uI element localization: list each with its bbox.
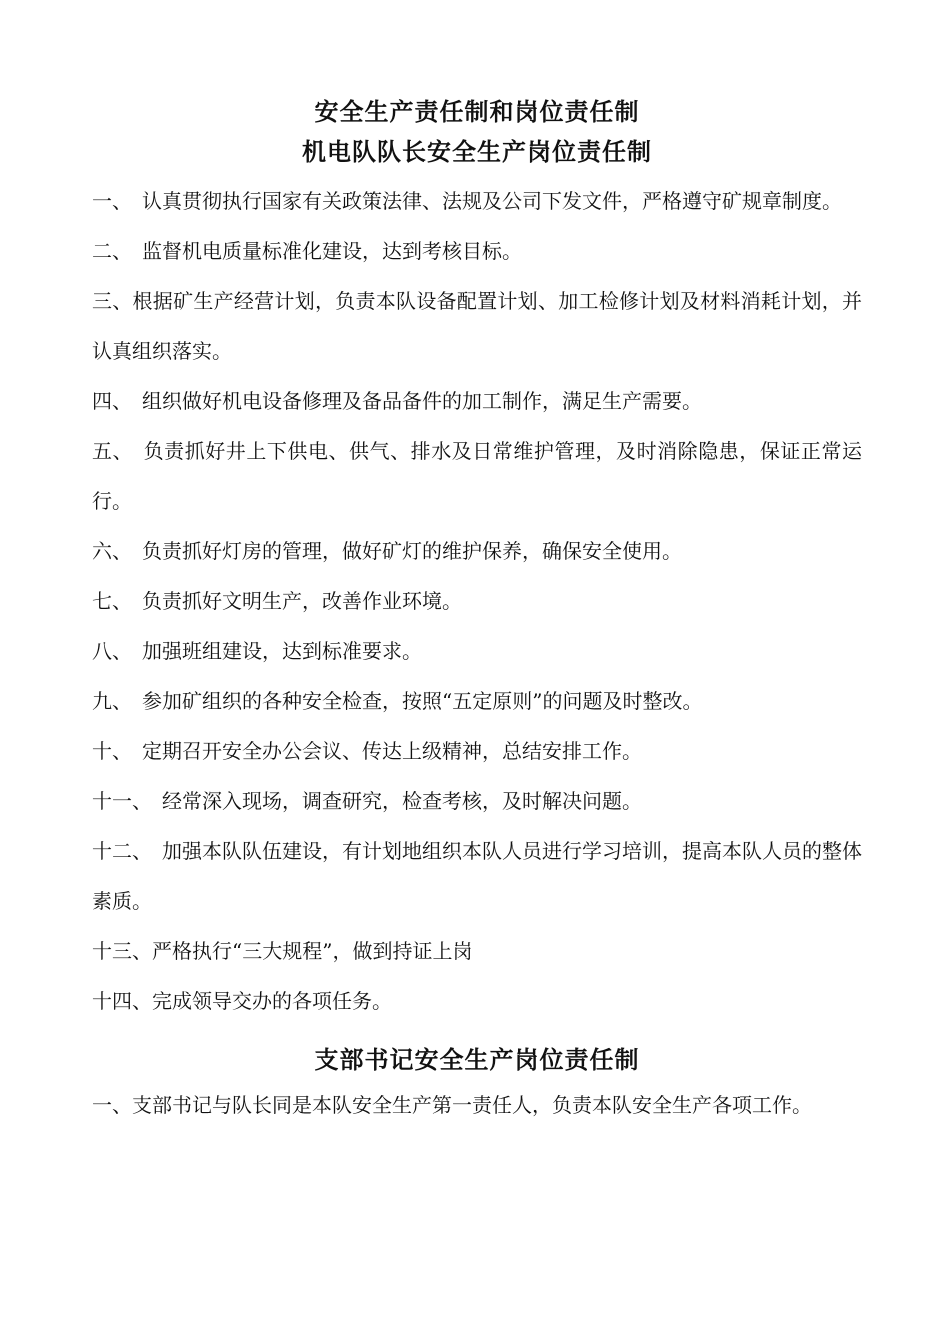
secretary-clause-list	[92, 1080, 862, 1130]
clause-item: 八、 加强班组建设，达到标准要求。	[92, 639, 422, 663]
clause-item: 六、 负责抓好灯房的管理，做好矿灯的维护保养，确保安全使用。	[92, 539, 682, 563]
clause-item: 四、 组织做好机电设备修理及备品备件的加工制作，满足生产需要。	[92, 389, 702, 413]
clause-item: 二、 监督机电质量标准化建设，达到考核目标。	[92, 239, 522, 263]
document-title: 安全生产责任制和岗位责任制	[314, 97, 640, 126]
clause-item: 十、 定期召开安全办公会议、传达上级精神，总结安排工作。	[92, 739, 642, 763]
clause-item: 十四、完成领导交办的各项任务。	[92, 989, 392, 1013]
clause-item: 一、 认真贯彻执行国家有关政策法律、法规及公司下发文件，严格遵守矿规章制度。	[92, 189, 842, 213]
captain-clause-list	[92, 176, 862, 1026]
document-page	[92, 92, 862, 1130]
section-title-secretary: 支部书记安全生产岗位责任制	[314, 1045, 640, 1074]
clause-item: 三、根据矿生产经营计划，负责本队设备配置计划、加工检修计划及材料消耗计划，并认真组织落实。	[92, 289, 862, 363]
clause-item: 九、 参加矿组织的各种安全检查，按照“五定原则”的问题及时整改。	[92, 689, 703, 713]
clause-item: 十三、严格执行“三大规程”，做到持证上岗	[92, 939, 473, 963]
clause-item: 一、支部书记与队长同是本队安全生产第一责任人，负责本队安全生产各项工作。	[92, 1093, 812, 1117]
clause-item: 十一、 经常深入现场，调查研究，检查考核，及时解决问题。	[92, 789, 642, 813]
clause-item: 七、 负责抓好文明生产，改善作业环境。	[92, 589, 462, 613]
section-title-captain: 机电队队长安全生产岗位责任制	[302, 137, 652, 166]
clause-item: 五、 负责抓好井上下供电、供气、排水及日常维护管理，及时消除隐患，保证正常运行。	[92, 439, 862, 513]
clause-item: 十二、 加强本队队伍建设，有计划地组织本队人员进行学习培训，提高本队人员的整体素质。	[92, 839, 862, 913]
